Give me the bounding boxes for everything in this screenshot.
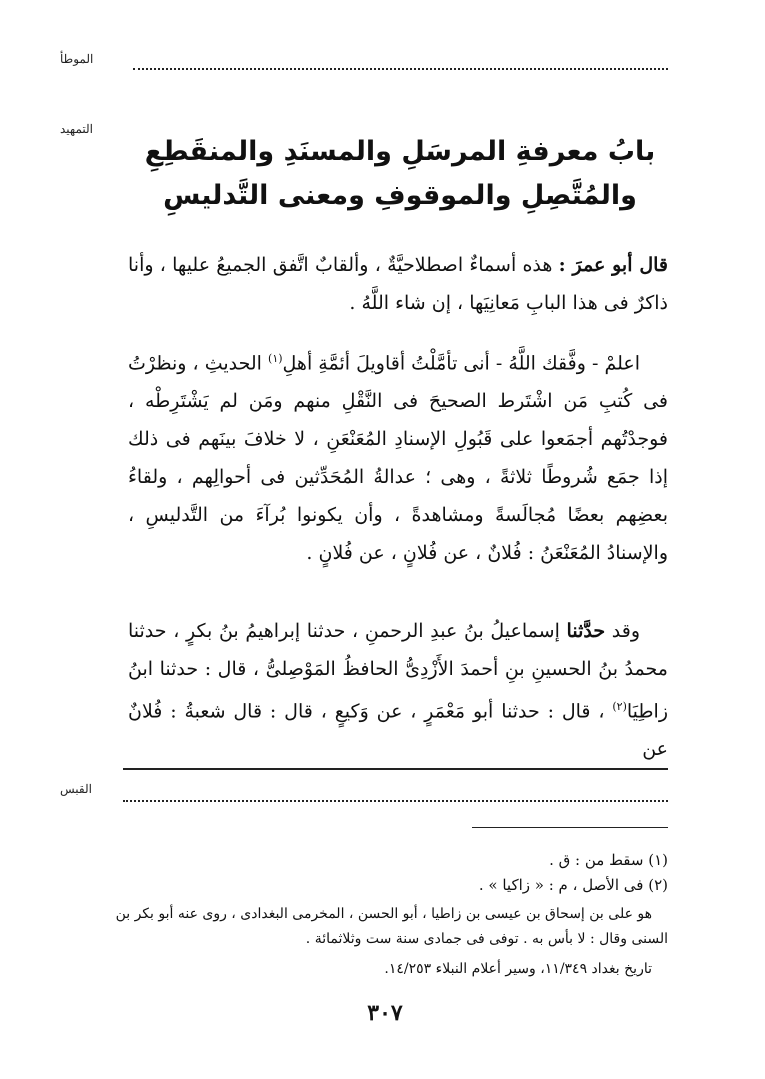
- footnote-2-detail-1: هو على بن إسحاق بن عيسى بن زاطيا ، أبو الحسن ، المخرمى البغدادى ، روى عنه أبو بكر بن: [115, 906, 652, 922]
- paragraph-3-text-c: ، قال : حدثنا أبو مَعْمَرٍ ، عن وَكيعٍ ، قال : قال شعبةُ : فُلانٌ عن: [128, 700, 668, 761]
- paragraph-1-lead: قال أبو عمرَ :: [558, 254, 668, 276]
- paragraph-3-bold: حدَّثنا: [566, 620, 606, 642]
- lower-dotted-rule: [123, 800, 668, 802]
- chapter-title-line-1: بابُ معرفةِ المرسَلِ والمسنَدِ والمنقَطِعِ: [144, 136, 656, 167]
- footnote-ref-2: (٢): [612, 700, 627, 713]
- chapter-title-line-2: والمُتَّصِلِ والموقوفِ ومعنى التَّدليسِ: [163, 180, 637, 211]
- chapter-title: [130, 130, 670, 218]
- lower-section-label: القبس: [60, 782, 92, 796]
- paragraph-3-text-a: وقد: [605, 620, 640, 642]
- paragraph-2-text-a: اعلمْ - وفَّقك اللَّهُ - أنى تأمَّلْتُ أقاويلَ أئمَّةِ أهلِ: [282, 352, 640, 375]
- footnote-1: (١) سقط من : ق .: [549, 851, 668, 869]
- page-number: ٣٠٧: [367, 1000, 403, 1026]
- footnote-ref-1: (١): [268, 352, 283, 365]
- header-dotted-rule: [133, 68, 668, 70]
- paragraph-2-text-b: الحديثِ ، ونظرْتُ فى كُتبِ مَن اشْتَرط الصحيحَ فى النَّقْلِ منهم ومَن لم يَشْتَرِطْه ، فوجدْتُهم أجمَعوا على قَبُولِ الإسنادِ المُعَنْعَنِ ، لا خلافَ بينَهم فى ذلك إذا جمَع شُروطًا ثلاثةً ، وهى ؛ عدالةُ المُحَدِّثين فى أحوالِهم ، ولقاءُ بعضِهم بعضًا مُجالَسةً ومشاهدةً ، وأن يكونوا بُرآءَ من التَّدليسِ ، والإسنادُ المُعَنْعَنُ : فُلانٌ ، عن فُلانٍ ، عن فُلانٍ .: [128, 352, 668, 565]
- paragraph-3-text-b: إسماعيلُ بنُ عبدِ الرحمنِ ، حدثنا إبراهيمُ بنُ بكرٍ ، حدثنا محمدُ بنُ الحسينِ بنِ أحمدَ الأَزْدِىُّ الحافظُ المَوْصِلىُّ ، قال : حدثنا ابنُ زاطِيَا: [128, 620, 668, 723]
- paragraph-1: [128, 246, 668, 322]
- paragraph-2: [128, 340, 668, 572]
- paragraph-3: [128, 612, 668, 768]
- footnote-2: (٢) فى الأصل ، م : « زاكيا » .: [478, 876, 668, 894]
- book-label: الموطأ: [60, 52, 94, 66]
- footnote-2-detail-2: السنى وقال : لا بأس به . توفى فى جمادى سنة ست وثلاثمائة .: [305, 931, 668, 947]
- footnote-2-detail-3: تاريخ بغداد ١١/٣٤٩، وسير أعلام النبلاء ١٤/٢٥٣.: [384, 961, 652, 977]
- main-text-rule: [123, 768, 668, 770]
- section-label: التمهيد: [60, 122, 93, 136]
- footnote-rule: [472, 827, 668, 828]
- paragraph-1-text: هذه أسماءٌ اصطلاحيَّةٌ ، وألقابٌ اتَّفق الجميعُ عليها ، وأنا ذاكرٌ فى هذا البابِ مَعانِيَها ، إن شاء اللَّهُ .: [128, 254, 668, 314]
